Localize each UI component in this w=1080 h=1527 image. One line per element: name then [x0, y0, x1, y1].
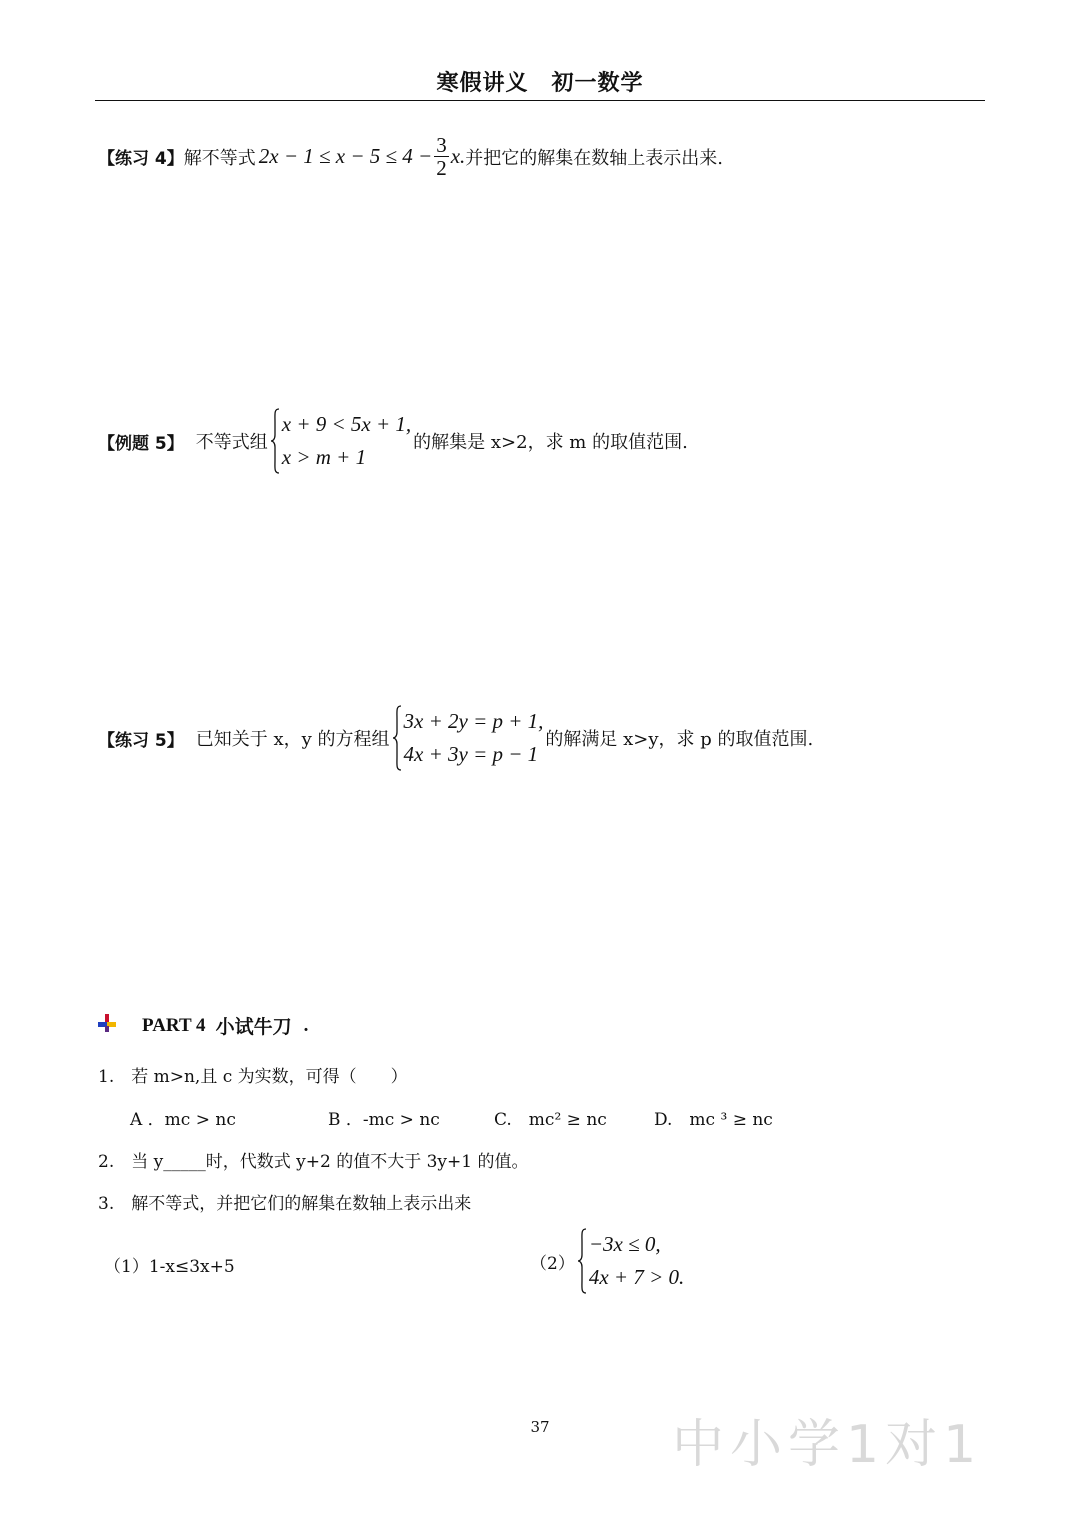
practice-5-tag: 【练习 5】 [98, 730, 184, 751]
equation-system [392, 705, 544, 771]
page-header-title: 寒假讲义 初一数学 [436, 71, 644, 96]
practice-4-expression-tail: x. [450, 144, 466, 169]
example-5-prefix: 不等式组 [195, 432, 268, 453]
system-line-2: x > m + 1 [281, 445, 367, 469]
system-line-2: 4x + 3y = p − 1 [403, 742, 539, 766]
option-a: A ．mc > nc [130, 1110, 236, 1130]
question-3-part-1: （1）1-x≤3x+5 [104, 1257, 235, 1277]
question-1: 1. 若 m>n,且 c 为实数，可得（ ） [98, 1067, 408, 1087]
practice-4-tag: 【练习 4】 [98, 149, 184, 170]
inequality-system [270, 408, 411, 474]
page-number: 37 [530, 1418, 550, 1436]
part-4-dot: . [303, 1014, 309, 1036]
system-line-2: 4x + 7 > 0. [588, 1265, 685, 1289]
practice-4-suffix: 并把它的解集在数轴上表示出来. [465, 147, 724, 169]
fraction-numerator: 3 [436, 133, 447, 157]
fraction-denominator: 2 [436, 156, 447, 181]
practice-4 [98, 134, 723, 179]
example-5-tag: 【例题 5】 [98, 433, 184, 454]
question-3-part-2 [530, 1228, 686, 1294]
part-4-label: PART 4 [142, 1014, 206, 1036]
inequality-system [577, 1228, 684, 1294]
pushpin-icon [98, 1014, 116, 1032]
option-b: B ．-mc > nc [328, 1110, 440, 1130]
fraction [434, 134, 449, 179]
system-line-1: x + 9 < 5x + 1, [281, 412, 412, 436]
question-2: 2. 当 y_____时，代数式 y+2 的值不大于 3y+1 的值。 [98, 1152, 529, 1172]
practice-4-prefix: 解不等式 [183, 147, 256, 169]
left-brace [577, 1228, 587, 1294]
question-3: 3. 解不等式，并把它们的解集在数轴上表示出来 [98, 1194, 472, 1214]
practice-5-prefix: 已知关于 x，y 的方程组 [195, 729, 390, 750]
system-line-1: 3x + 2y = p + 1, [403, 709, 544, 733]
left-brace [392, 705, 402, 771]
watermark: 中小学1对1 [672, 1415, 983, 1475]
part-4-title: 小试牛刀 [215, 1017, 292, 1038]
example-5-suffix: 的解集是 x>2，求 m 的取值范围. [413, 432, 688, 453]
practice-5 [98, 705, 813, 771]
practice-5-suffix: 的解满足 x>y，求 p 的取值范围. [545, 729, 814, 750]
option-c: C. mc² ≥ nc [494, 1110, 607, 1130]
part-4-heading [142, 1012, 308, 1039]
option-d: D. mc ³ ≥ nc [654, 1110, 773, 1130]
practice-4-expression: 2x − 1 ≤ x − 5 ≤ 4 − [258, 144, 433, 169]
system-line-1: −3x ≤ 0, [588, 1232, 661, 1256]
question-3-part-2-label: （2） [530, 1253, 575, 1274]
left-brace [270, 408, 280, 474]
example-5 [98, 408, 688, 474]
header-rule [95, 100, 985, 101]
